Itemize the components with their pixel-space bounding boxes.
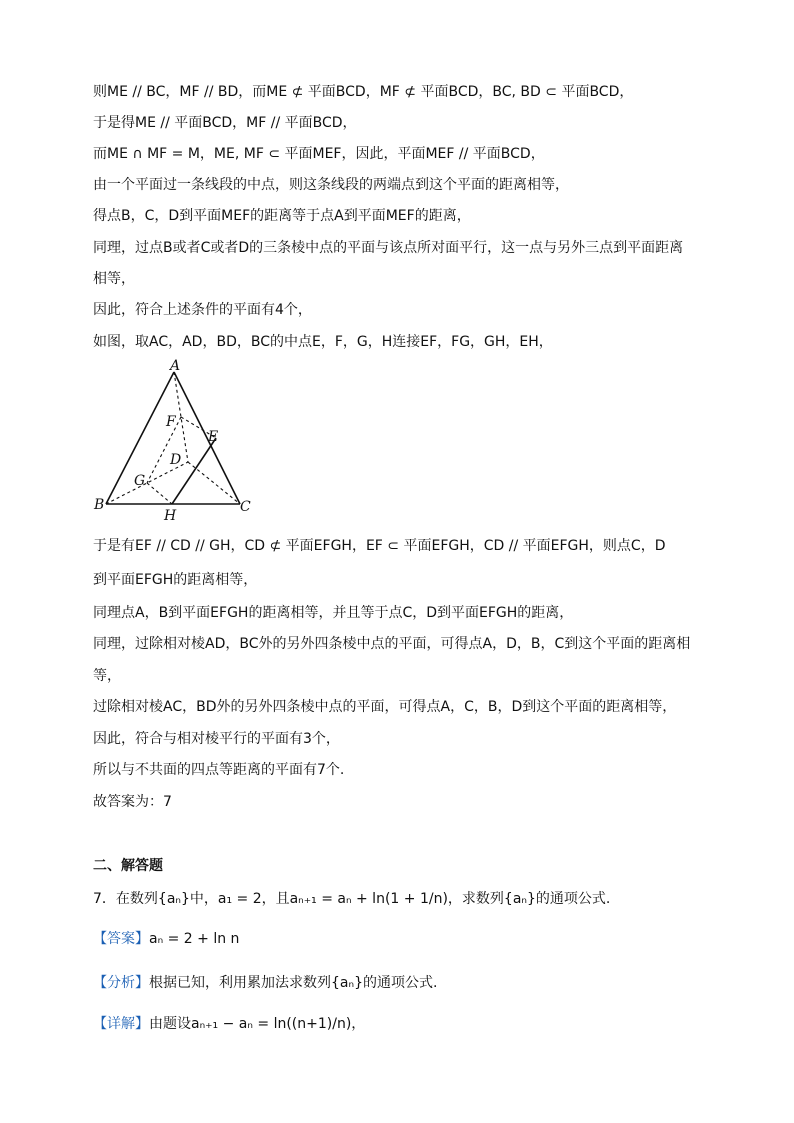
- text-line-5: 得点B，C，D到平面MEF的距离等于点A到平面MEF的距离，: [93, 208, 471, 224]
- text-line-16: 因此，符合与相对棱平行的平面有3个，: [93, 731, 340, 747]
- label-h: H: [164, 508, 177, 524]
- detail-text: 由题设aₙ₊₁ − aₙ = ln((n+1)/n)，: [149, 1016, 366, 1032]
- label-a: A: [170, 358, 181, 374]
- segment-gh: [147, 483, 172, 504]
- text-line-6: 同理，过点B或者C或者D的三条棱中点的平面与该点所对面平行，这一点与另外三点到平面距离: [93, 240, 684, 256]
- answer-text: aₙ = 2 + ln n: [149, 931, 240, 947]
- text-line-2: 于是得ME // 平面BCD，MF // 平面BCD，: [93, 115, 357, 131]
- text-line-12: 同理点A，B到平面EFGH的距离相等，并且等于点C，D到平面EFGH的距离，: [93, 605, 574, 621]
- analysis-line: [93, 973, 437, 993]
- segment-fg: [147, 417, 181, 483]
- answer-tag: 【答案】: [93, 931, 149, 947]
- text-line-11: 到平面EFGH的距离相等，: [93, 572, 258, 588]
- label-b: B: [94, 497, 105, 513]
- detail-line: [93, 1014, 365, 1034]
- label-c: C: [240, 499, 251, 515]
- text-line-14: 等，: [93, 668, 121, 684]
- text-line-3: 而ME ∩ MF = M，ME, MF ⊂ 平面MEF，因此，平面MEF // 平面BCD，: [93, 146, 545, 162]
- text-line-10: 于是有EF // CD // GH，CD ⊄ 平面EFGH，EF ⊂ 平面EFGH，CD // 平面EFGH，则点C，D: [93, 538, 666, 554]
- segment-eh: [172, 438, 216, 504]
- text-line-15: 过除相对棱AC，BD外的另外四条棱中点的平面，可得点A，C，B，D到这个平面的距离相等，: [93, 699, 677, 715]
- text-line-4: 由一个平面过一条线段的中点，则这条线段的两端点到这个平面的距离相等，: [93, 177, 569, 193]
- section-heading: 二、解答题: [93, 858, 163, 874]
- tetrahedron-figure: [88, 358, 268, 528]
- label-e: E: [208, 429, 219, 445]
- problem-statement: 7．在数列{aₙ}中，a₁ = 2，且aₙ₊₁ = aₙ + ln(1 + 1/n)，求数列{aₙ}的通项公式.: [93, 891, 611, 907]
- text-line-18: 故答案为：7: [93, 794, 172, 810]
- detail-tag: 【详解】: [93, 1016, 149, 1032]
- label-g: G: [134, 473, 146, 489]
- text-line-9: 如图，取AC，AD，BD，BC的中点E，F，G，H连接EF，FG，GH，EH，: [93, 334, 553, 350]
- text-line-13: 同理，过除相对棱AD，BC外的另外四条棱中点的平面，可得点A，D，B，C到这个平面的距离相: [93, 636, 691, 652]
- label-d: D: [170, 452, 182, 468]
- analysis-tag: 【分析】: [93, 975, 149, 991]
- text-line-17: 所以与不共面的四点等距离的平面有7个.: [93, 762, 345, 778]
- analysis-text: 根据已知，利用累加法求数列{aₙ}的通项公式.: [149, 975, 438, 991]
- text-line-7: 相等，: [93, 271, 135, 287]
- answer-line: [93, 929, 239, 949]
- text-line-1: 则ME // BC，MF // BD，而ME ⊄ 平面BCD，MF ⊄ 平面BCD，BC, BD ⊂ 平面BCD，: [93, 84, 634, 100]
- label-f: F: [166, 414, 176, 430]
- text-line-8: 因此，符合上述条件的平面有4个，: [93, 302, 312, 318]
